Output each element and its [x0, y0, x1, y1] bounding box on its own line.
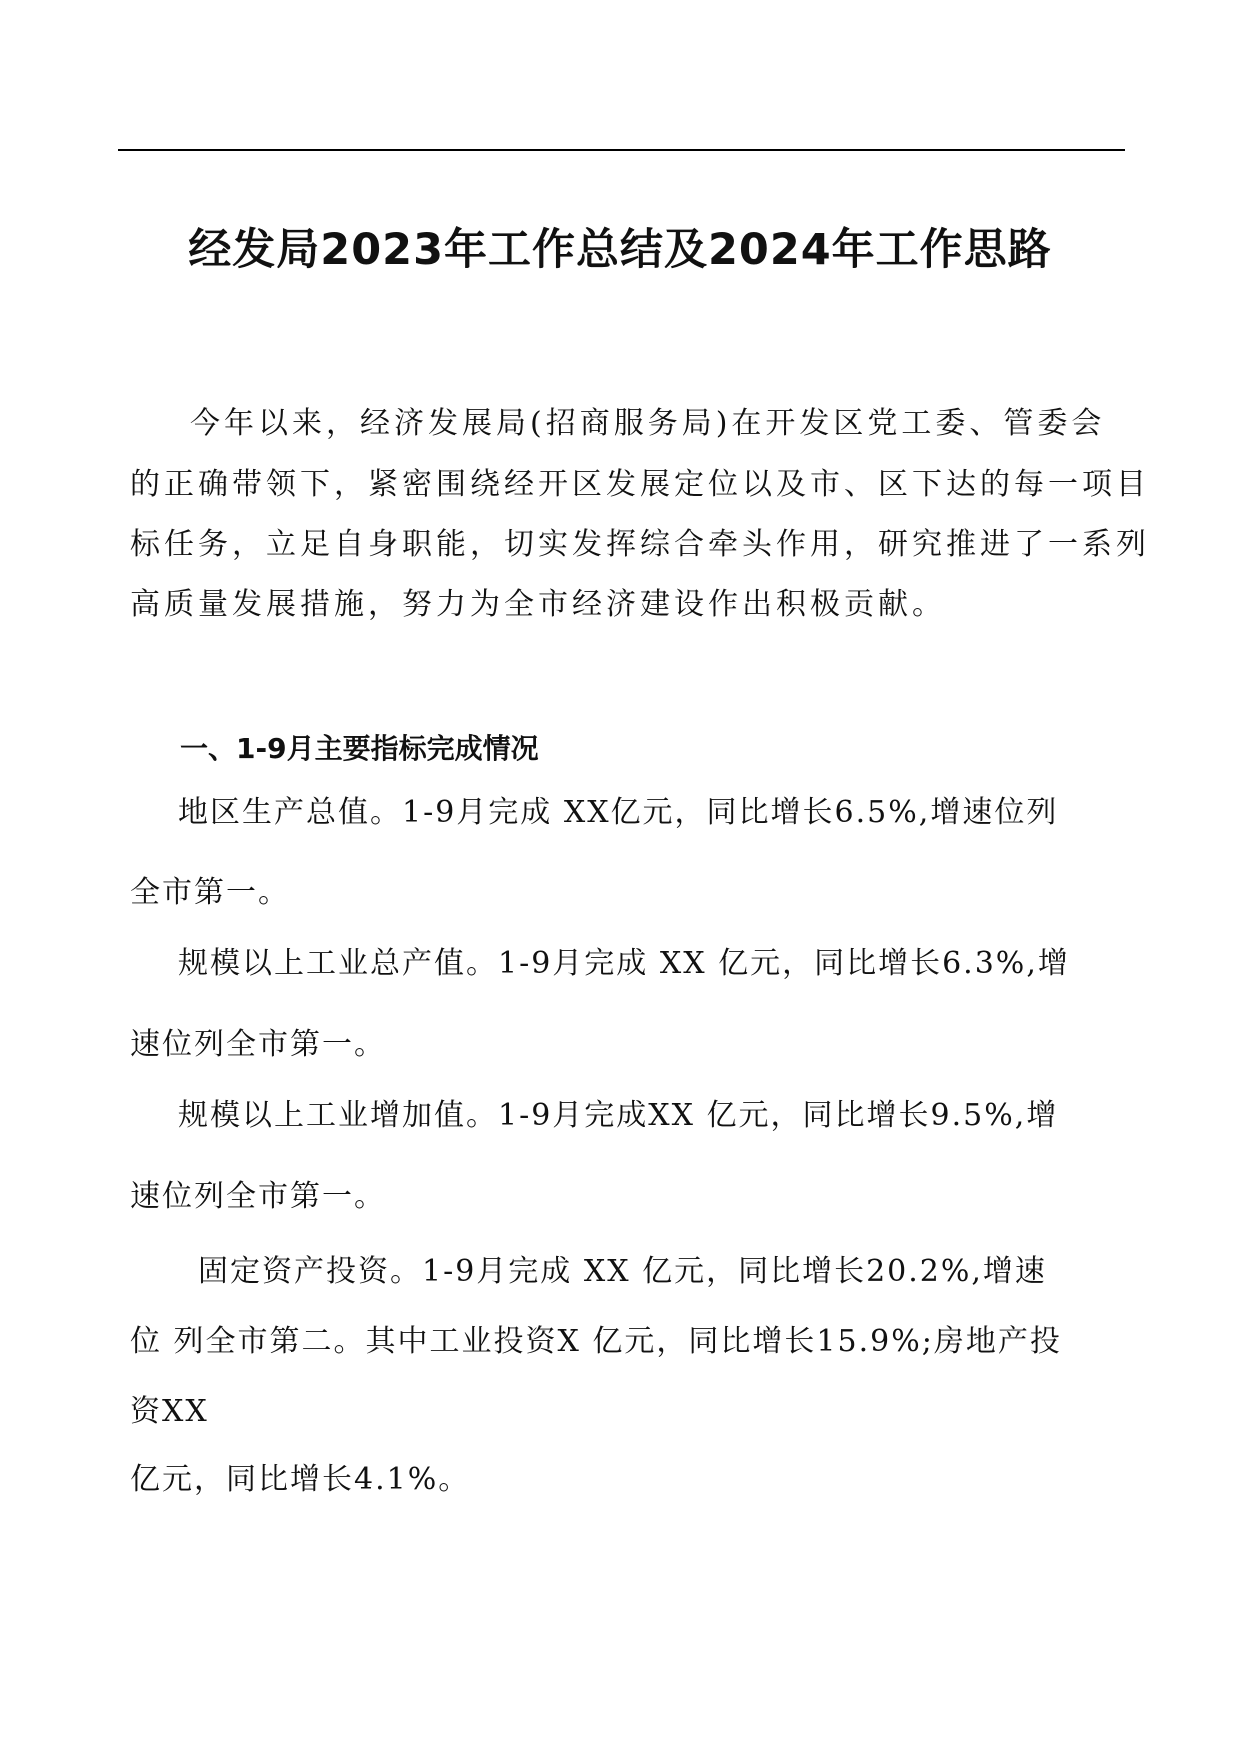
fixed-asset-line-3: 资XX [130, 1394, 209, 1429]
industrial-added-value-line-2: 速位列全市第一。 [130, 1179, 386, 1214]
fixed-asset-line-1: 固定资产投资。1-9月完成 XX 亿元，同比增长20.2%,增速 [198, 1254, 1047, 1289]
document-title: 经发局2023年工作总结及2024年工作思路 [188, 225, 1052, 275]
intro-line-1: 今年以来，经济发展局(招商服务局)在开发区党工委、管委会 [190, 406, 1106, 441]
industrial-output-line-2: 速位列全市第一。 [130, 1027, 386, 1062]
intro-line-4: 高质量发展措施，努力为全市经济建设作出积极贡献。 [130, 587, 946, 622]
fixed-asset-line-2: 位 列全市第二。其中工业投资X 亿元，同比增长15.9%;房地产投 [130, 1324, 1062, 1359]
gdp-line-1: 地区生产总值。1-9月完成 XX亿元，同比增长6.5%,增速位列 [178, 795, 1059, 830]
intro-line-3: 标任务，立足自身职能，切实发挥综合牵头作用，研究推进了一系列 [130, 527, 1150, 562]
header-rule [118, 149, 1125, 151]
fixed-asset-line-4: 亿元，同比增长4.1%。 [130, 1462, 471, 1497]
industrial-added-value-line-1: 规模以上工业增加值。1-9月完成XX 亿元，同比增长9.5%,增 [178, 1098, 1059, 1133]
section-heading: 一、1-9月主要指标完成情况 [180, 732, 539, 765]
industrial-output-line-1: 规模以上工业总产值。1-9月完成 XX 亿元，同比增长6.3%,增 [178, 946, 1070, 981]
intro-line-2: 的正确带领下，紧密围绕经开区发展定位以及市、区下达的每一项目 [130, 467, 1150, 502]
gdp-line-2: 全市第一。 [130, 875, 290, 910]
